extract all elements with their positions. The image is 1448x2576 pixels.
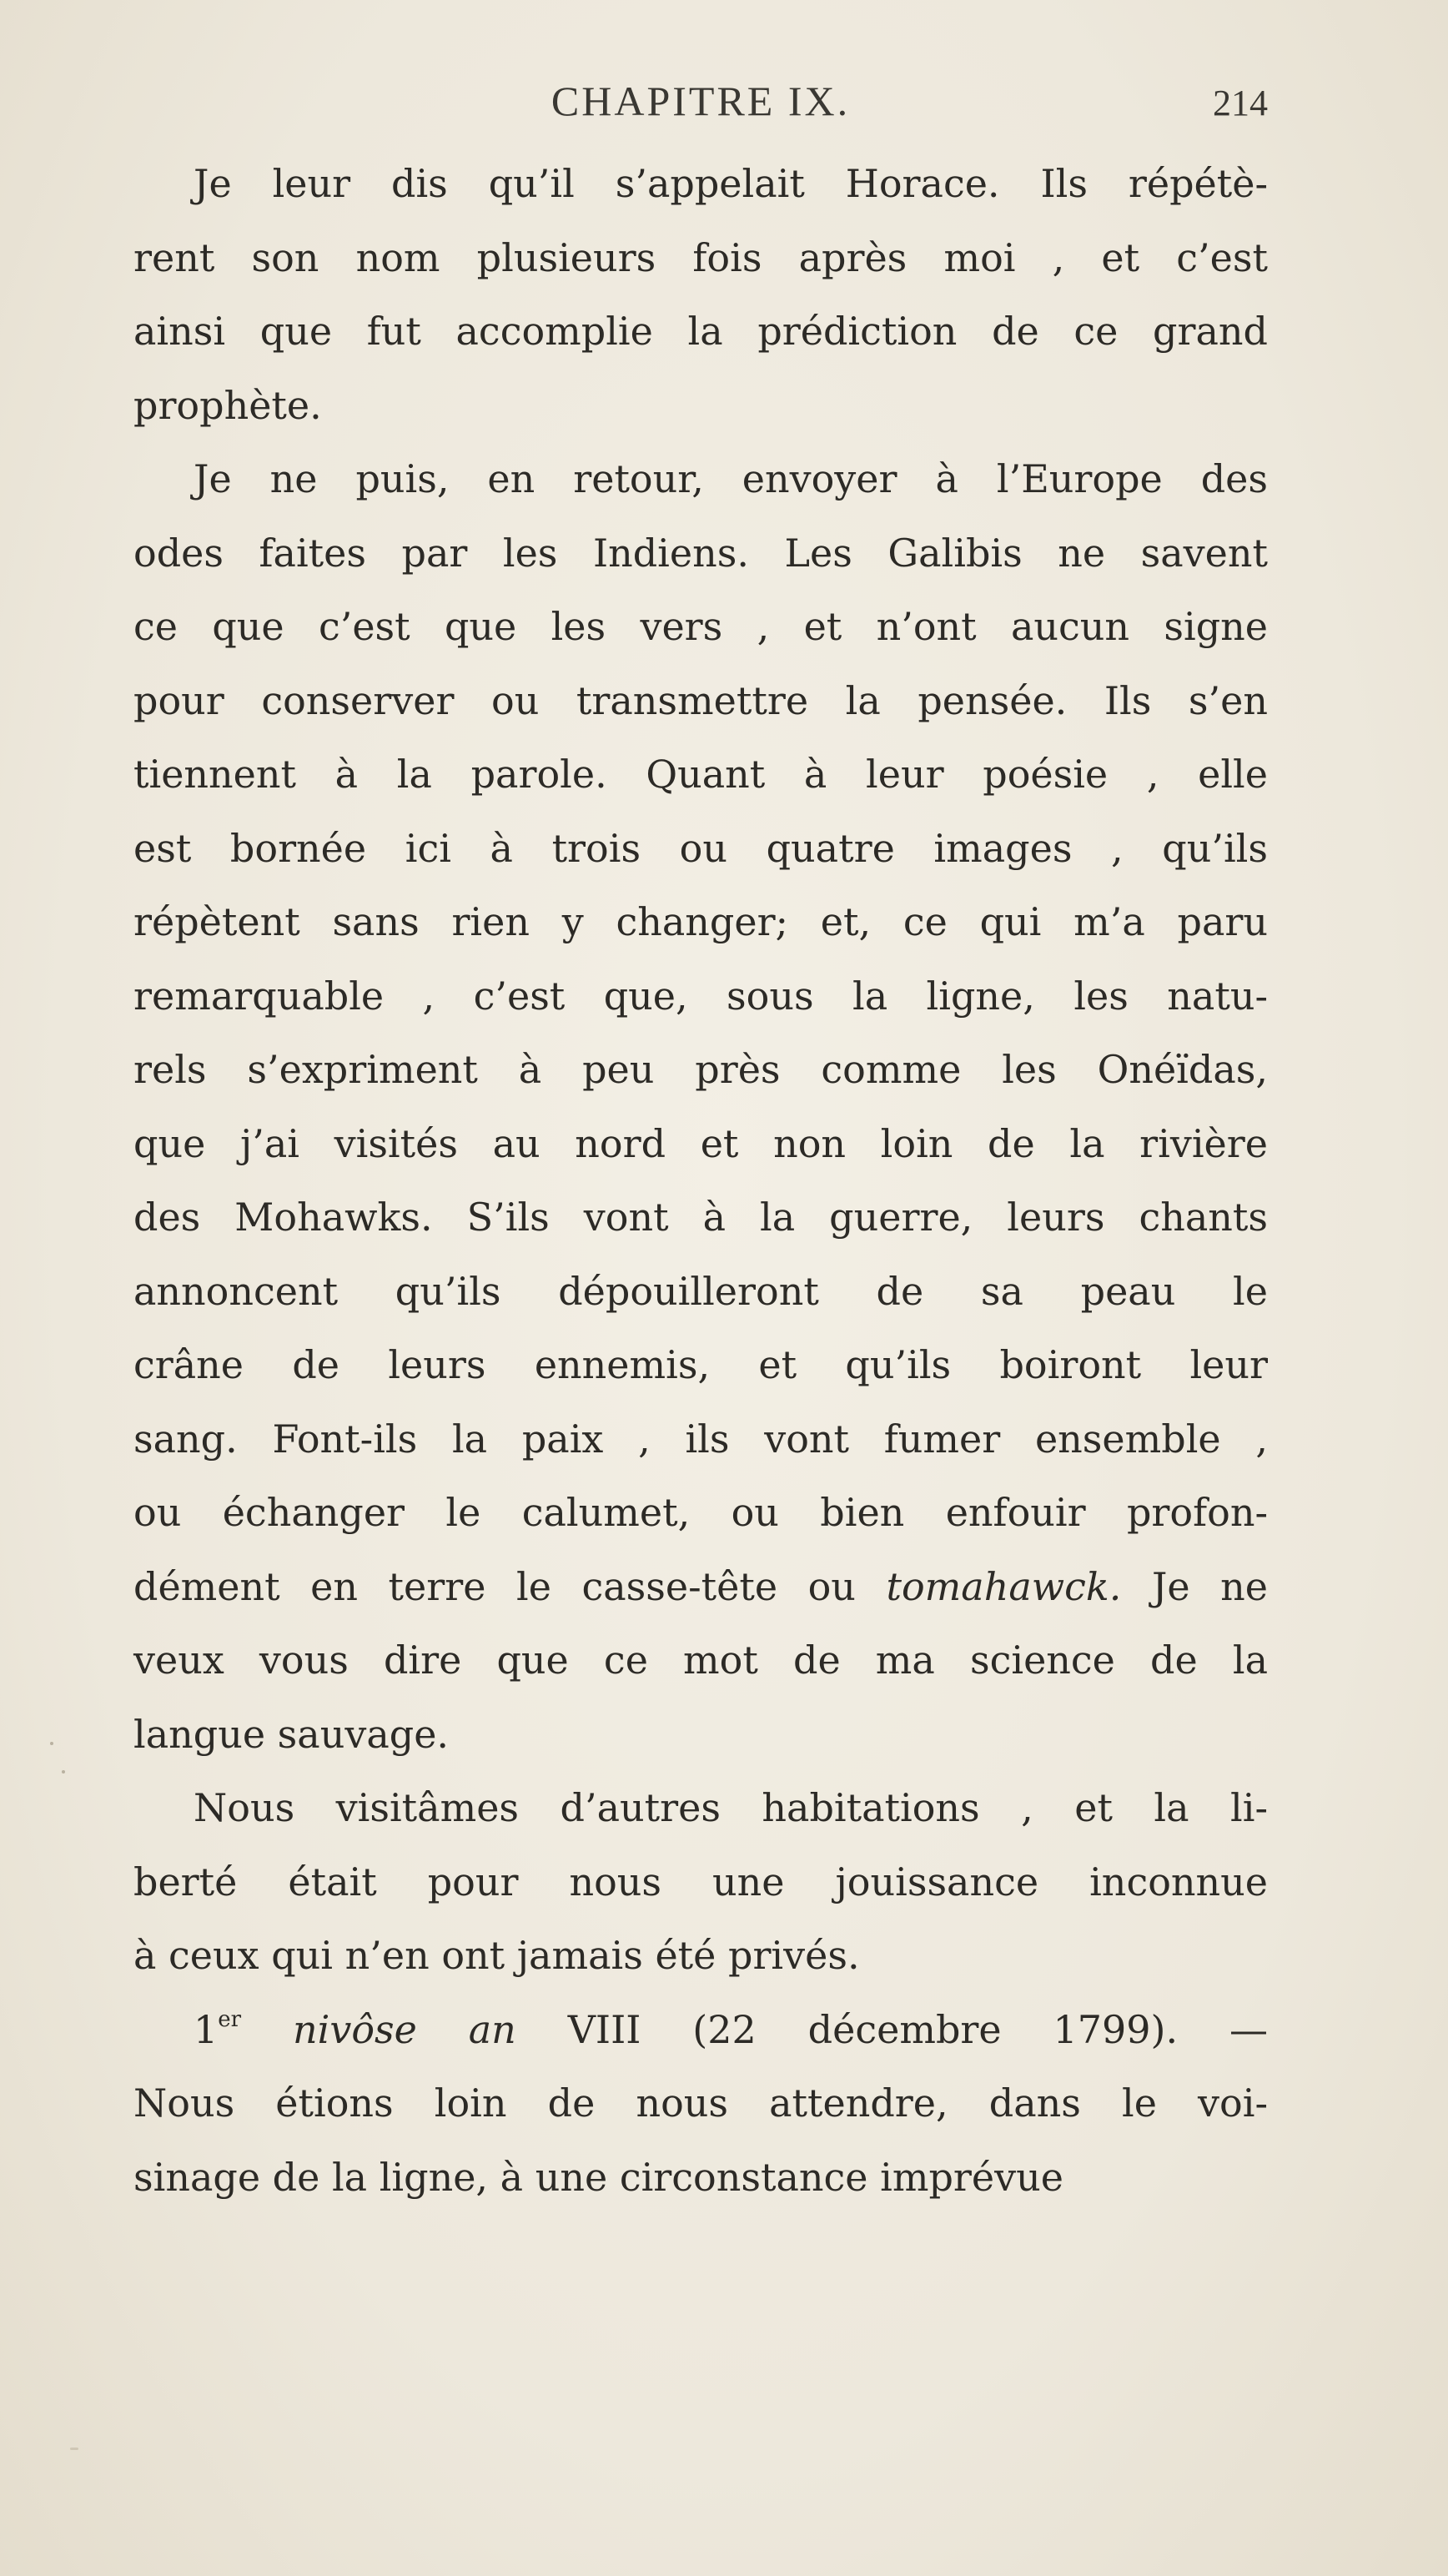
text-line: berté était pour nous une jouissance inconnue — [133, 1859, 1268, 1904]
text-line: prophète. — [133, 382, 322, 428]
paper-speck — [50, 1742, 53, 1745]
text-line: pour conserver ou transmettre la pensée. Ils s’en — [133, 677, 1268, 723]
dated-entry-line — [133, 1993, 1268, 2067]
paragraph-3 — [133, 1771, 1268, 1993]
paragraph-1 — [133, 147, 1268, 442]
text-line: crâne de leurs ennemis, et qu’ils boiront leur — [133, 1342, 1268, 1387]
paper-speck — [70, 2448, 78, 2450]
page-header — [133, 77, 1268, 143]
page-number: 214 — [1213, 83, 1268, 123]
text-line: que j’ai visités au nord et non loin de la rivière — [133, 1120, 1268, 1166]
text-line: est bornée ici à trois ou quatre images , qu’ils — [133, 825, 1268, 871]
text-line: Nous visitâmes d’autres habitations , et la li- — [194, 1785, 1268, 1830]
text-line: ce que c’est que les vers , et n’ont aucun signe — [133, 604, 1268, 649]
text-line: des Mohawks. S’ils vont à la guerre, leurs chants — [133, 1195, 1268, 1240]
text-line: à ceux qui n’en ont jamais été privés. — [133, 1933, 860, 1978]
text-line: Nous étions loin de nous attendre, dans le voi- — [133, 2080, 1268, 2126]
text-line: répètent sans rien y changer; et, ce qui m’a paru — [133, 899, 1268, 944]
text-line: sang. Font-ils la paix , ils vont fumer ensemble , — [133, 1416, 1268, 1462]
text-segment: Je ne — [1151, 1563, 1269, 1609]
paragraph-2 — [133, 442, 1268, 1771]
text-line: Je ne puis, en retour, envoyer à l’Europe des — [194, 456, 1268, 501]
body-text — [133, 147, 1268, 2214]
text-line: langue sauvage. — [133, 1711, 450, 1757]
text-line: rels s’expriment à peu près comme les Onéïdas, — [133, 1047, 1268, 1092]
text-line: veux vous dire que ce mot de ma science de la — [133, 1638, 1268, 1683]
text-line: ainsi que fut accomplie la prédiction de ce grand — [133, 309, 1268, 354]
text-line: ou échanger le calumet, ou bien enfouir profon- — [133, 1490, 1268, 1535]
text-line: sinage de la ligne, à une circonstance imprévue — [133, 2154, 1063, 2200]
text-line: annoncent qu’ils dépouilleront de sa peau le — [133, 1268, 1268, 1314]
text-line: remarquable , c’est que, sous la ligne, les natu- — [133, 973, 1268, 1019]
date-year-text: VIII (22 décembre 1799). — — [567, 2006, 1268, 2052]
running-title: CHAPITRE IX. — [551, 78, 851, 124]
date-day: 1 — [194, 2006, 219, 2052]
text-segment: dément en terre le casse-tête ou — [133, 1563, 856, 1609]
date-month-italic: nivôse an — [293, 2006, 516, 2052]
date-day-superscript: er — [218, 2006, 242, 2032]
italic-word-tomahawck: tomahawck. — [886, 1563, 1122, 1609]
text-line: tiennent à la parole. Quant à leur poésie , elle — [133, 752, 1268, 797]
text-line-with-italic — [133, 1550, 1268, 1624]
paper-speck — [62, 1770, 65, 1774]
text-line: Je leur dis qu’il s’appelait Horace. Ils répétè- — [194, 161, 1268, 206]
paragraph-4 — [133, 1993, 1268, 2215]
text-line: odes faites par les Indiens. Les Galibis ne savent — [133, 530, 1268, 576]
text-line: rent son nom plusieurs fois après moi , et c’est — [133, 234, 1268, 280]
